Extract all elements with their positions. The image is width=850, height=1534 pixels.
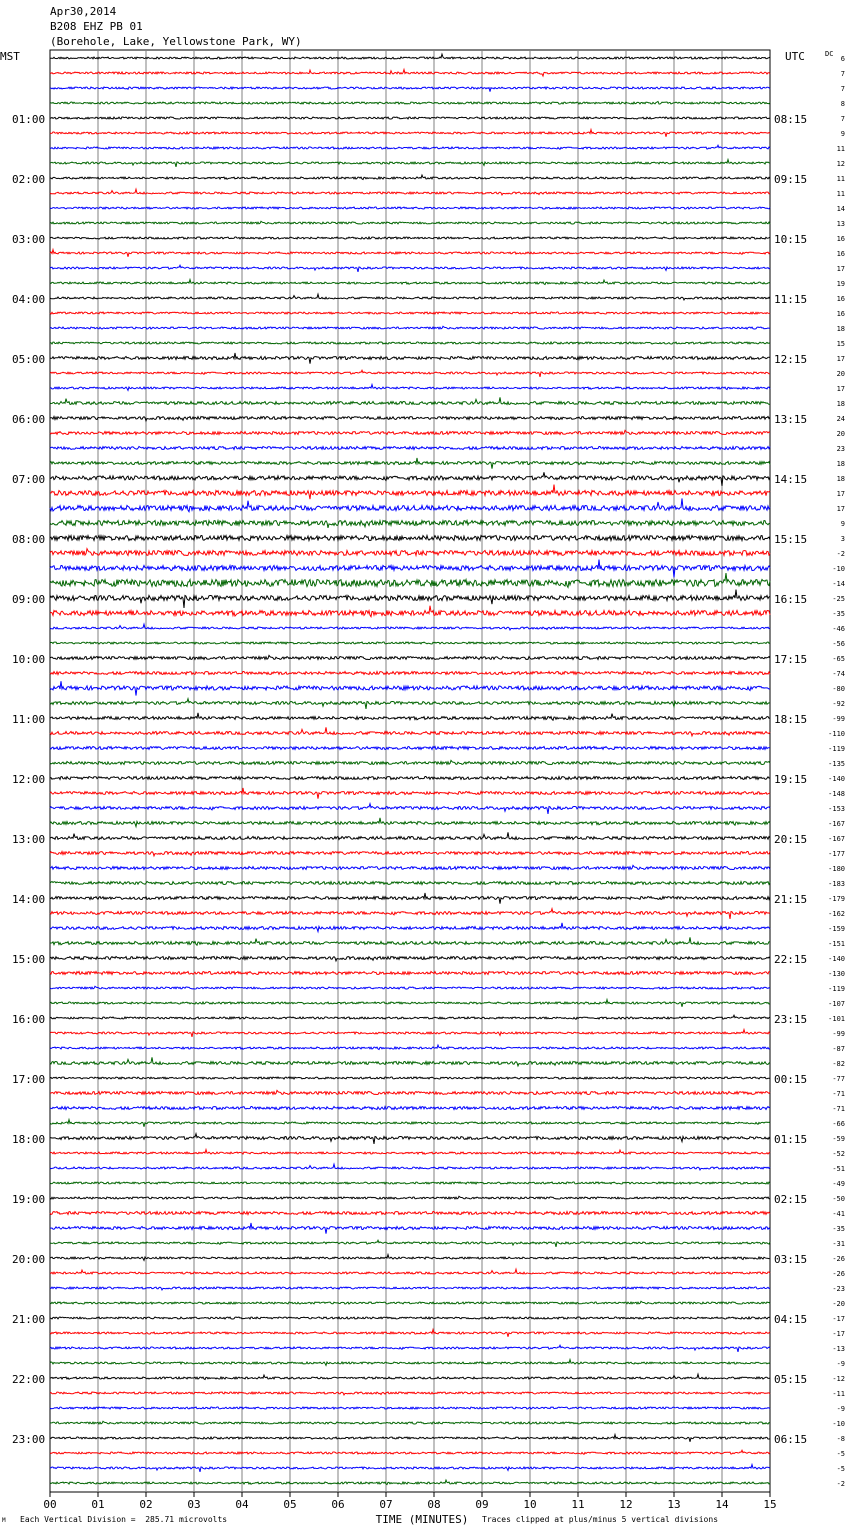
seismic-trace: [50, 923, 770, 932]
x-tick-label: 15: [763, 1498, 777, 1511]
plot-frame: [50, 50, 770, 1492]
seismic-trace: [50, 54, 770, 59]
dc-offset-label: -140: [828, 955, 845, 963]
left-hour-label: 13:00: [12, 833, 46, 846]
seismic-trace: [50, 747, 770, 750]
dc-offset-label: -119: [828, 985, 845, 993]
seismic-trace: [50, 624, 770, 630]
seismic-trace: [50, 117, 770, 119]
dc-offset-label: -167: [828, 835, 845, 843]
dc-offset-label: -2: [836, 550, 845, 558]
seismic-trace: [50, 342, 770, 344]
seismic-trace: [50, 1134, 770, 1144]
seismic-trace: [50, 832, 770, 839]
right-hour-label: 20:15: [774, 833, 808, 846]
seismic-trace: [50, 397, 770, 404]
left-hour-label: 14:00: [12, 893, 46, 906]
seismic-trace: [50, 87, 770, 92]
x-tick-label: 13: [667, 1498, 681, 1511]
seismic-trace: [50, 909, 770, 919]
dc-offset-label: 7: [840, 115, 845, 123]
seismic-trace: [50, 417, 770, 421]
seismic-trace: [50, 221, 770, 224]
dc-offset-label: 3: [840, 535, 845, 543]
seismic-trace: [50, 1287, 770, 1290]
left-hour-label: 18:00: [12, 1133, 46, 1146]
seismic-trace: [50, 472, 770, 486]
dc-offset-label: 18: [836, 400, 845, 408]
right-hour-label: 23:15: [774, 1013, 808, 1026]
dc-offset-label: 17: [836, 265, 845, 273]
seismic-trace: [50, 882, 770, 885]
dc-offset-label: -148: [828, 790, 845, 798]
seismic-trace: [50, 1150, 770, 1155]
seismic-trace: [50, 1407, 770, 1409]
right-hour-label: 06:15: [774, 1433, 808, 1446]
dc-offset-label: 7: [840, 85, 845, 93]
x-tick-label: 02: [139, 1498, 153, 1511]
seismic-trace: [50, 986, 770, 989]
seismic-trace: [50, 1345, 770, 1352]
dc-offset-label: 9: [840, 520, 845, 528]
left-hour-label: 08:00: [12, 533, 46, 546]
x-tick-label: 07: [379, 1498, 393, 1511]
dc-offset-label: 17: [836, 355, 845, 363]
seismic-trace: [50, 1255, 770, 1261]
right-hour-label: 16:15: [774, 593, 808, 606]
dc-offset-label: -23: [832, 1285, 845, 1293]
dc-offset-label: -25: [832, 595, 845, 603]
left-hour-label: 17:00: [12, 1073, 46, 1086]
seismic-trace: [50, 1030, 770, 1037]
right-hour-label: 02:15: [774, 1193, 808, 1206]
seismic-trace: [50, 699, 770, 709]
left-hour-label: 01:00: [12, 113, 46, 126]
left-hour-label: 07:00: [12, 473, 46, 486]
dc-label: DC: [825, 50, 834, 58]
dc-offset-label: 14: [836, 205, 845, 213]
seismic-trace: [50, 237, 770, 239]
dc-offset-label: -12: [832, 1375, 845, 1383]
seismic-trace: [50, 175, 770, 179]
left-hour-label: 16:00: [12, 1013, 46, 1026]
seismic-trace: [50, 590, 770, 608]
dc-offset-label: 7: [840, 70, 845, 78]
dc-offset-label: -5: [836, 1450, 845, 1458]
seismic-trace: [50, 160, 770, 167]
dc-offset-label: 13: [836, 220, 845, 228]
dc-offset-label: -56: [832, 640, 845, 648]
seismic-trace: [50, 250, 770, 257]
seismic-trace: [50, 972, 770, 975]
seismic-trace: [50, 1077, 770, 1079]
seismic-trace: [50, 655, 770, 659]
dc-offset-label: -107: [828, 1000, 845, 1008]
seismic-trace: [50, 818, 770, 827]
right-hour-label: 15:15: [774, 533, 808, 546]
dc-offset-label: -10: [832, 565, 845, 573]
dc-offset-label: -87: [832, 1045, 845, 1053]
dc-offset-label: 11: [836, 175, 845, 183]
left-hour-label: 06:00: [12, 413, 46, 426]
seismic-trace: [50, 1182, 770, 1184]
seismic-trace: [50, 447, 770, 450]
dc-offset-label: -11: [832, 1390, 845, 1398]
dc-offset-label: -35: [832, 1225, 845, 1233]
seismic-trace: [50, 385, 770, 391]
dc-offset-label: -59: [832, 1135, 845, 1143]
dc-offset-label: 17: [836, 505, 845, 513]
seismic-trace: [50, 207, 770, 209]
right-hour-label: 09:15: [774, 173, 808, 186]
dc-offset-label: 17: [836, 490, 845, 498]
seismic-trace: [50, 1000, 770, 1007]
dc-offset-label: 16: [836, 250, 845, 258]
dc-offset-label: -5: [836, 1465, 845, 1473]
seismic-trace: [50, 804, 770, 814]
dc-offset-label: 16: [836, 295, 845, 303]
dc-offset-label: -17: [832, 1330, 845, 1338]
x-tick-label: 12: [619, 1498, 633, 1511]
seismic-trace: [50, 102, 770, 105]
footer-vertical-division: Each Vertical Division = 285.71 microvolts: [20, 1515, 228, 1524]
seismic-trace: [50, 1107, 770, 1110]
seismic-trace: [50, 458, 770, 469]
right-hour-label: 08:15: [774, 113, 808, 126]
seismic-trace: [50, 430, 770, 434]
left-hour-label: 03:00: [12, 233, 46, 246]
left-hour-label: 02:00: [12, 173, 46, 186]
dc-offset-label: -119: [828, 745, 845, 753]
right-hour-label: 03:15: [774, 1253, 808, 1266]
seismic-trace: [50, 606, 770, 617]
seismic-trace: [50, 1330, 770, 1337]
seismic-trace: [50, 1374, 770, 1379]
dc-offset-label: -159: [828, 925, 845, 933]
dc-offset-label: -20: [832, 1300, 845, 1308]
dc-offset-label: -101: [828, 1015, 845, 1023]
seismic-trace: [50, 498, 770, 511]
seismic-trace: [50, 70, 770, 77]
seismic-trace: [50, 1301, 770, 1304]
dc-offset-label: 16: [836, 235, 845, 243]
dc-offset-label: -14: [832, 580, 845, 588]
dc-offset-label: -183: [828, 880, 845, 888]
dc-offset-label: -2: [836, 1480, 845, 1488]
seismic-trace: [50, 1120, 770, 1127]
dc-offset-label: -10: [832, 1420, 845, 1428]
seismic-trace: [50, 294, 770, 300]
left-hour-label: 09:00: [12, 593, 46, 606]
seismic-trace: [50, 536, 770, 541]
seismic-trace: [50, 1196, 770, 1199]
left-hour-label: 05:00: [12, 353, 46, 366]
seismic-trace: [50, 130, 770, 137]
seismic-trace: [50, 672, 770, 675]
seismic-trace: [50, 326, 770, 329]
dc-offset-label: -41: [832, 1210, 845, 1218]
dc-offset-label: 23: [836, 445, 845, 453]
x-tick-label: 14: [715, 1498, 729, 1511]
x-tick-label: 09: [475, 1498, 489, 1511]
dc-offset-label: -180: [828, 865, 845, 873]
seismic-trace: [50, 777, 770, 780]
x-tick-label: 05: [283, 1498, 297, 1511]
dc-offset-label: -77: [832, 1075, 845, 1083]
header-station: B208 EHZ PB 01: [50, 20, 143, 33]
x-tick-label: 00: [43, 1498, 57, 1511]
dc-offset-label: 8: [840, 100, 845, 108]
dc-offset-label: -13: [832, 1345, 845, 1353]
seismic-trace: [50, 1240, 770, 1247]
dc-offset-label: 6: [840, 55, 845, 63]
footer-mark: M: [2, 1517, 6, 1524]
dc-offset-label: -135: [828, 760, 845, 768]
dc-offset-label: -153: [828, 805, 845, 813]
dc-offset-label: -49: [832, 1180, 845, 1188]
right-hour-label: 12:15: [774, 353, 808, 366]
dc-offset-label: -52: [832, 1150, 845, 1158]
dc-offset-label: -71: [832, 1090, 845, 1098]
seismic-trace: [50, 788, 770, 799]
seismic-trace: [50, 1164, 770, 1170]
seismic-trace: [50, 681, 770, 695]
x-tick-label: 04: [235, 1498, 249, 1511]
left-hour-label: 11:00: [12, 713, 46, 726]
seismic-trace: [50, 265, 770, 272]
dc-offset-label: -177: [828, 850, 845, 858]
seismic-trace: [50, 1223, 770, 1234]
right-hour-label: 05:15: [774, 1373, 808, 1386]
dc-offset-label: -130: [828, 970, 845, 978]
seismic-trace: [50, 713, 770, 720]
dc-offset-label: -35: [832, 610, 845, 618]
seismic-trace: [50, 280, 770, 285]
dc-offset-label: -110: [828, 730, 845, 738]
seismic-trace: [50, 521, 770, 528]
right-hour-label: 13:15: [774, 413, 808, 426]
dc-offset-label: -9: [836, 1360, 845, 1368]
dc-offset-label: -140: [828, 775, 845, 783]
dc-offset-label: -71: [832, 1105, 845, 1113]
x-tick-label: 06: [331, 1498, 345, 1511]
right-hour-label: 04:15: [774, 1313, 808, 1326]
seismic-trace: [50, 1421, 770, 1424]
seismic-trace: [50, 1212, 770, 1215]
dc-offset-label: -179: [828, 895, 845, 903]
seismic-trace: [50, 1465, 770, 1472]
x-tick-label: 03: [187, 1498, 201, 1511]
dc-offset-label: 20: [836, 370, 845, 378]
right-hour-label: 17:15: [774, 653, 808, 666]
seismic-trace: [50, 1450, 770, 1454]
right-hour-label: 10:15: [774, 233, 808, 246]
right-hour-label: 21:15: [774, 893, 808, 906]
dc-offset-label: 19: [836, 280, 845, 288]
dc-offset-label: -31: [832, 1240, 845, 1248]
dc-offset-label: -17: [832, 1315, 845, 1323]
left-hour-label: 15:00: [12, 953, 46, 966]
dc-offset-label: -9: [836, 1405, 845, 1413]
seismic-trace: [50, 760, 770, 764]
seismic-trace: [50, 485, 770, 500]
dc-offset-label: -8: [836, 1435, 845, 1443]
dc-offset-label: -74: [832, 670, 845, 678]
seismic-trace: [50, 1090, 770, 1094]
seismic-trace: [50, 370, 770, 377]
seismic-trace: [50, 353, 770, 364]
x-axis-title: TIME (MINUTES): [375, 1513, 469, 1526]
header-location: (Borehole, Lake, Yellowstone Park, WY): [50, 35, 302, 48]
dc-offset-label: 18: [836, 460, 845, 468]
dc-offset-label: -167: [828, 820, 845, 828]
seismic-trace: [50, 642, 770, 644]
seismic-trace: [50, 1360, 770, 1366]
left-hour-label: 20:00: [12, 1253, 46, 1266]
dc-offset-label: 9: [840, 130, 845, 138]
dc-offset-label: -26: [832, 1255, 845, 1263]
seismic-trace: [50, 1045, 770, 1049]
seismic-trace: [50, 852, 770, 856]
left-hour-label: 22:00: [12, 1373, 46, 1386]
dc-offset-label: 17: [836, 385, 845, 393]
dc-offset-label: 11: [836, 190, 845, 198]
seismic-trace: [50, 560, 770, 578]
header-date: Apr30,2014: [50, 5, 117, 18]
dc-offset-label: -65: [832, 655, 845, 663]
seismic-trace: [50, 189, 770, 195]
right-hour-label: 19:15: [774, 773, 808, 786]
seismic-trace: [50, 1015, 770, 1019]
left-hour-label: 10:00: [12, 653, 46, 666]
seismic-trace: [50, 893, 770, 904]
footer-clip-note: Traces clipped at plus/minus 5 vertical divisions: [482, 1515, 719, 1524]
dc-offset-label: -99: [832, 715, 845, 723]
x-tick-label: 11: [571, 1498, 585, 1511]
left-hour-label: 21:00: [12, 1313, 46, 1326]
seismic-trace: [50, 957, 770, 961]
dc-offset-label: -46: [832, 625, 845, 633]
left-hour-label: 04:00: [12, 293, 46, 306]
dc-offset-label: -162: [828, 910, 845, 918]
seismic-trace: [50, 549, 770, 556]
left-hour-label: 23:00: [12, 1433, 46, 1446]
dc-offset-label: -66: [832, 1120, 845, 1128]
right-timezone-label: UTC: [785, 50, 805, 63]
dc-offset-label: -92: [832, 700, 845, 708]
dc-offset-label: -151: [828, 940, 845, 948]
x-tick-label: 08: [427, 1498, 441, 1511]
dc-offset-label: -99: [832, 1030, 845, 1038]
dc-offset-label: 15: [836, 340, 845, 348]
dc-offset-label: 16: [836, 310, 845, 318]
dc-offset-label: -50: [832, 1195, 845, 1203]
x-tick-label: 10: [523, 1498, 537, 1511]
right-hour-label: 11:15: [774, 293, 808, 306]
dc-offset-label: 18: [836, 475, 845, 483]
right-hour-label: 14:15: [774, 473, 808, 486]
seismic-trace: [50, 1269, 770, 1274]
seismic-trace: [50, 573, 770, 587]
seismic-trace: [50, 312, 770, 314]
dc-offset-label: 18: [836, 325, 845, 333]
dc-offset-label: 11: [836, 145, 845, 153]
seismic-trace: [50, 1435, 770, 1442]
dc-offset-label: -51: [832, 1165, 845, 1173]
seismic-trace: [50, 1392, 770, 1395]
seismic-trace: [50, 937, 770, 945]
dc-offset-label: -26: [832, 1270, 845, 1278]
dc-offset-label: 20: [836, 430, 845, 438]
seismic-trace: [50, 145, 770, 149]
left-hour-label: 12:00: [12, 773, 46, 786]
dc-offset-label: -80: [832, 685, 845, 693]
right-hour-label: 00:15: [774, 1073, 808, 1086]
dc-offset-label: 12: [836, 160, 845, 168]
left-timezone-label: MST: [0, 50, 20, 63]
seismic-trace: [50, 1480, 770, 1484]
right-hour-label: 01:15: [774, 1133, 808, 1146]
seismic-trace: [50, 865, 770, 869]
seismic-trace: [50, 1317, 770, 1319]
left-hour-label: 19:00: [12, 1193, 46, 1206]
x-tick-label: 01: [91, 1498, 105, 1511]
dc-offset-label: -82: [832, 1060, 845, 1068]
dc-offset-label: 24: [836, 415, 845, 423]
seismic-trace: [50, 727, 770, 736]
right-hour-label: 18:15: [774, 713, 808, 726]
right-hour-label: 22:15: [774, 953, 808, 966]
seismic-trace: [50, 1057, 770, 1066]
